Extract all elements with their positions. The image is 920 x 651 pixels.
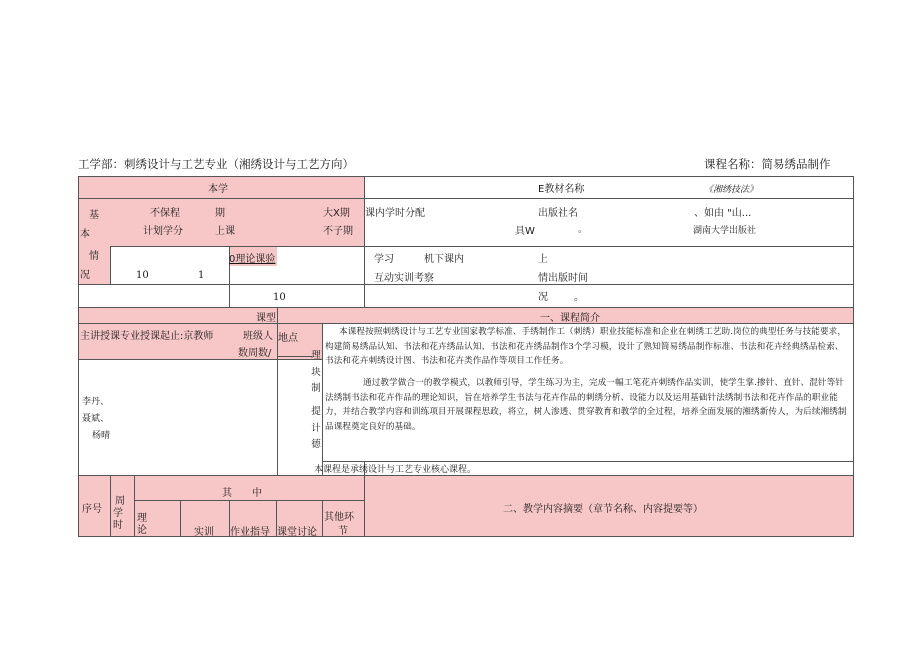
cell-ju-w: 具W: [515, 226, 535, 237]
cell-kenei-xueshi: 课内学时分配: [365, 208, 425, 219]
vline-364: [364, 176, 365, 307]
value-1: 1: [198, 270, 205, 281]
cell-weekly: 数周数/: [238, 348, 272, 359]
cell-lecturer-row: 主讲授课专业授课起止:京教师: [80, 331, 214, 342]
teacher-3: 杨晴: [92, 431, 111, 441]
vline-180: [180, 500, 181, 537]
side-label-2: 提计德: [311, 406, 321, 450]
underline-didian: [278, 356, 312, 357]
border-top: [78, 176, 854, 177]
hline-246: [110, 246, 854, 247]
vline-110: [110, 246, 111, 284]
label-kuang: 况: [80, 270, 90, 281]
cell-other-1: 其他环: [324, 512, 354, 523]
hline-198: [78, 198, 854, 199]
hline-475: [78, 475, 854, 476]
cell-plan-credit: 计划学分: [143, 226, 183, 237]
border-right: [853, 176, 854, 537]
teacher-2: 聂斌、: [82, 414, 110, 424]
cell-small-mark: 。: [578, 225, 588, 235]
cell-textbook-title: 《湘绣技法》: [704, 185, 759, 195]
core-course-note: 本课程是承绣设计与工艺专业核心课程。: [314, 465, 477, 475]
label-ben: 本: [80, 229, 90, 240]
cell-xuhao: 序号: [82, 504, 102, 515]
cell-lilun-1: 理: [137, 513, 147, 524]
cell-material-name: E教材名称: [538, 184, 585, 195]
cell-homework: 作业指导: [230, 527, 270, 538]
cell-zhou: 周: [115, 496, 125, 507]
cell-classroom: 课堂讨论: [277, 527, 317, 538]
vline-134: [134, 475, 135, 537]
cell-interactive: 互动实训考察: [374, 273, 434, 284]
cell-benxue: 本学: [208, 184, 228, 195]
border-left: [78, 176, 79, 537]
cell-rudao: 、如由 "山...: [694, 208, 752, 219]
cell-buziqi: 不子期: [323, 226, 353, 237]
cell-buxiancheng: 不保程: [150, 208, 180, 219]
cell-pub-time: 情出版时间: [538, 273, 588, 284]
cell-dot: 。: [574, 292, 584, 303]
teacher-1: 李丹、: [82, 397, 110, 407]
cell-class-size: 班级人: [243, 331, 273, 342]
cell-dax-qi: 大X期: [323, 208, 350, 219]
hline-307: [78, 307, 854, 308]
cell-shang: 上: [538, 254, 548, 265]
cell-shi: 时: [113, 520, 123, 531]
course-name-header: 课程名称：简易绣品制作: [704, 157, 831, 171]
label-qing: 情: [89, 251, 99, 262]
hline-284: [78, 284, 854, 285]
cell-theory-hours: 0理论课验: [229, 254, 276, 265]
cell-didian: 地点: [278, 333, 298, 344]
cell-xuexi: 学习: [374, 254, 394, 265]
course-intro-heading: 一、课程简介: [540, 313, 600, 324]
cell-qi-zhong: 其 中: [222, 488, 262, 499]
cell-xue: 学: [113, 508, 123, 519]
cell-shangke: 上课: [215, 226, 235, 237]
vline-322b: [322, 500, 323, 537]
cell-other-2: 节: [338, 526, 348, 537]
cell-jixia-kenei: 机下课内: [424, 254, 464, 265]
cell-qi: 期: [215, 208, 225, 219]
hline-323: [78, 323, 854, 324]
side-label-1: 理块制: [311, 350, 321, 394]
cell-kexing: 课型: [256, 313, 276, 324]
content-summary-heading: 二、教学内容摘要（章节名称、内容提要等）: [503, 504, 703, 515]
cell-publisher-label: 出版社名: [538, 208, 578, 219]
fill-row-kexing: [78, 307, 854, 323]
hline-359: [78, 359, 322, 360]
cell-publisher: 湖南大学出版社: [693, 226, 757, 236]
cell-lilun-2: 论: [137, 525, 147, 536]
value-10b: 10: [273, 292, 286, 303]
hline-sub: [134, 500, 364, 501]
label-ji: 基: [89, 210, 99, 221]
cell-kuang2: 况: [538, 292, 548, 303]
intro-paragraph-1: 本课程按照刺绣设计与工艺专业国家教学标准、手绣制作工（刺绣）职业技能标准和企业在刺绣工艺助.岗位的典型任务与技能要求，构建简易绣品认知、书法和花卉绣品认知、书法和花卉绣品制作3个学习模，设计了熟知简易绣品制作标准、书法和花卉经典绣品检索、书法和花卉刺绣设计图、书法和花卉类作品作等项目工作任务。: [325, 327, 847, 367]
intro-paragraph-2: 通过教学做合一的教学模式，以教师引导，学生练习为主，完成一幅工笔花卉刺绣作品实训，使学生掌.掺针、直针、混针等针法绣制书法和花卉作品的理论知识，旨在培养学生书法与花卉作品的刺绣分析、设能力以及运用基础针法绣制书法和花卉作品的职业能力，并结合教学内容和训练项目开展课程思政，将立，树人渗透、贯穿教育和教学的全过程，培养全面发展的湘绣新传人，为后续湘绣制品课程奠定良好的基础。: [325, 378, 847, 432]
department-header: 工学部：刺绣设计与工艺专业（湘绣设计与工艺方向）: [78, 157, 354, 171]
cell-shixun: 实训: [194, 527, 214, 538]
value-10a: 10: [136, 270, 149, 281]
vline-110b: [110, 475, 111, 537]
vline-322: [322, 323, 323, 475]
